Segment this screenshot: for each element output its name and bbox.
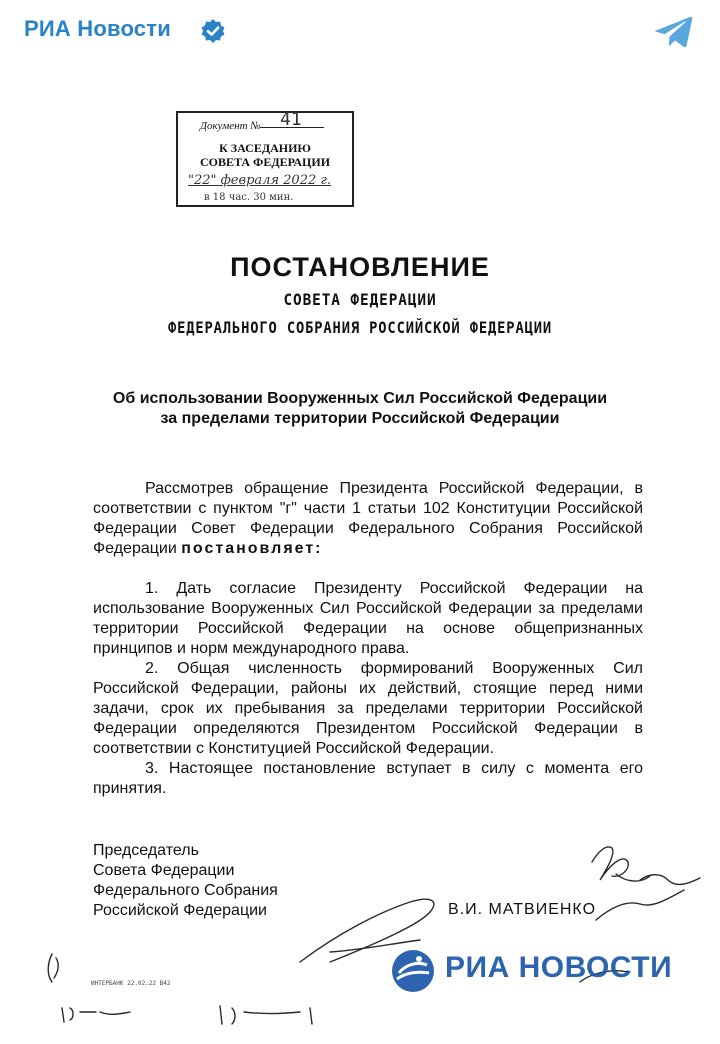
- telegram-icon[interactable]: [654, 14, 694, 50]
- stamp-line1: К ЗАСЕДАНИЮ: [219, 141, 311, 155]
- fax-line: ИНТЕРБАНК 22.02.22 B42: [91, 980, 171, 987]
- channel-header: [0, 0, 720, 62]
- intro-verb: постановляет:: [181, 540, 323, 557]
- document-title: ПОСТАНОВЛЕНИЕ: [230, 252, 490, 282]
- chairman-line-1: Председатель: [93, 842, 199, 859]
- item-3: 3. Настоящее постановление вступает в силу с момента его принятия.: [93, 760, 643, 797]
- signature-stroke-middle: [220, 1006, 312, 1024]
- signature-stroke-main: [592, 847, 650, 881]
- stamp-date: "22" февраля 2022 г.: [188, 173, 332, 188]
- stamp-doc-label: Документ №: [200, 120, 261, 132]
- chairman-line-2: Совета Федерации: [93, 862, 235, 879]
- signature-stroke-left2: [62, 1008, 130, 1022]
- stamp-doc-number: 41: [260, 113, 324, 128]
- item-1: 1. Дать согласие Президенту Российской Федерации на использование Вооруженных Сил Российской Федерации за пределами территории Российской Федерации на основе общепризнанных принципов и норм международного права.: [93, 580, 643, 657]
- signatory-name: В.И. МАТВИЕНКО: [448, 901, 597, 918]
- channel-name[interactable]: РИА Новости: [24, 16, 171, 41]
- document-scan: [0, 62, 720, 1044]
- stamp-time: в 18 час. 30 мин.: [204, 192, 294, 203]
- handwritten-signatures: [0, 62, 720, 1044]
- chairman-line-3: Федерального Собрания: [93, 882, 278, 899]
- signature-stroke-note2: [640, 875, 700, 885]
- stamp-line2: СОВЕТА ФЕДЕРАЦИИ: [199, 155, 331, 169]
- ria-watermark-text: РИА НОВОСТИ: [445, 951, 673, 984]
- intro-text: Рассмотрев обращение Президента Российской Федерации, в соответствии с пунктом "г" части 1 статьи 102 Конституции Российской Федерации Совет Федерации Федерального Собрания Российской Федерации: [93, 480, 643, 557]
- chairman-line-4: Российской Федерации: [93, 902, 267, 919]
- signature-stroke-note: [596, 890, 684, 920]
- document-subtitle-1: СОВЕТА ФЕДЕРАЦИИ: [283, 290, 437, 309]
- verified-badge-icon: [200, 18, 226, 44]
- signature-stroke-left: [48, 954, 58, 982]
- about-line-2: за пределами территории Российской Федерации: [160, 410, 560, 427]
- about-line-1: Об использовании Вооруженных Сил Российской Федерации: [112, 390, 608, 407]
- item-2: 2. Общая численность формирований Вооруженных Сил Российской Федерации, районы их действий, стоящие перед ними задачи, срок их пребывания за пределами территории Российской Федерации определяются Президентом Российской Федерации в соответствии с Конституцией Российской Федерации.: [93, 660, 643, 757]
- document-subtitle-2: ФЕДЕРАЛЬНОГО СОБРАНИЯ РОССИЙСКОЙ ФЕДЕРАЦИИ: [167, 318, 553, 337]
